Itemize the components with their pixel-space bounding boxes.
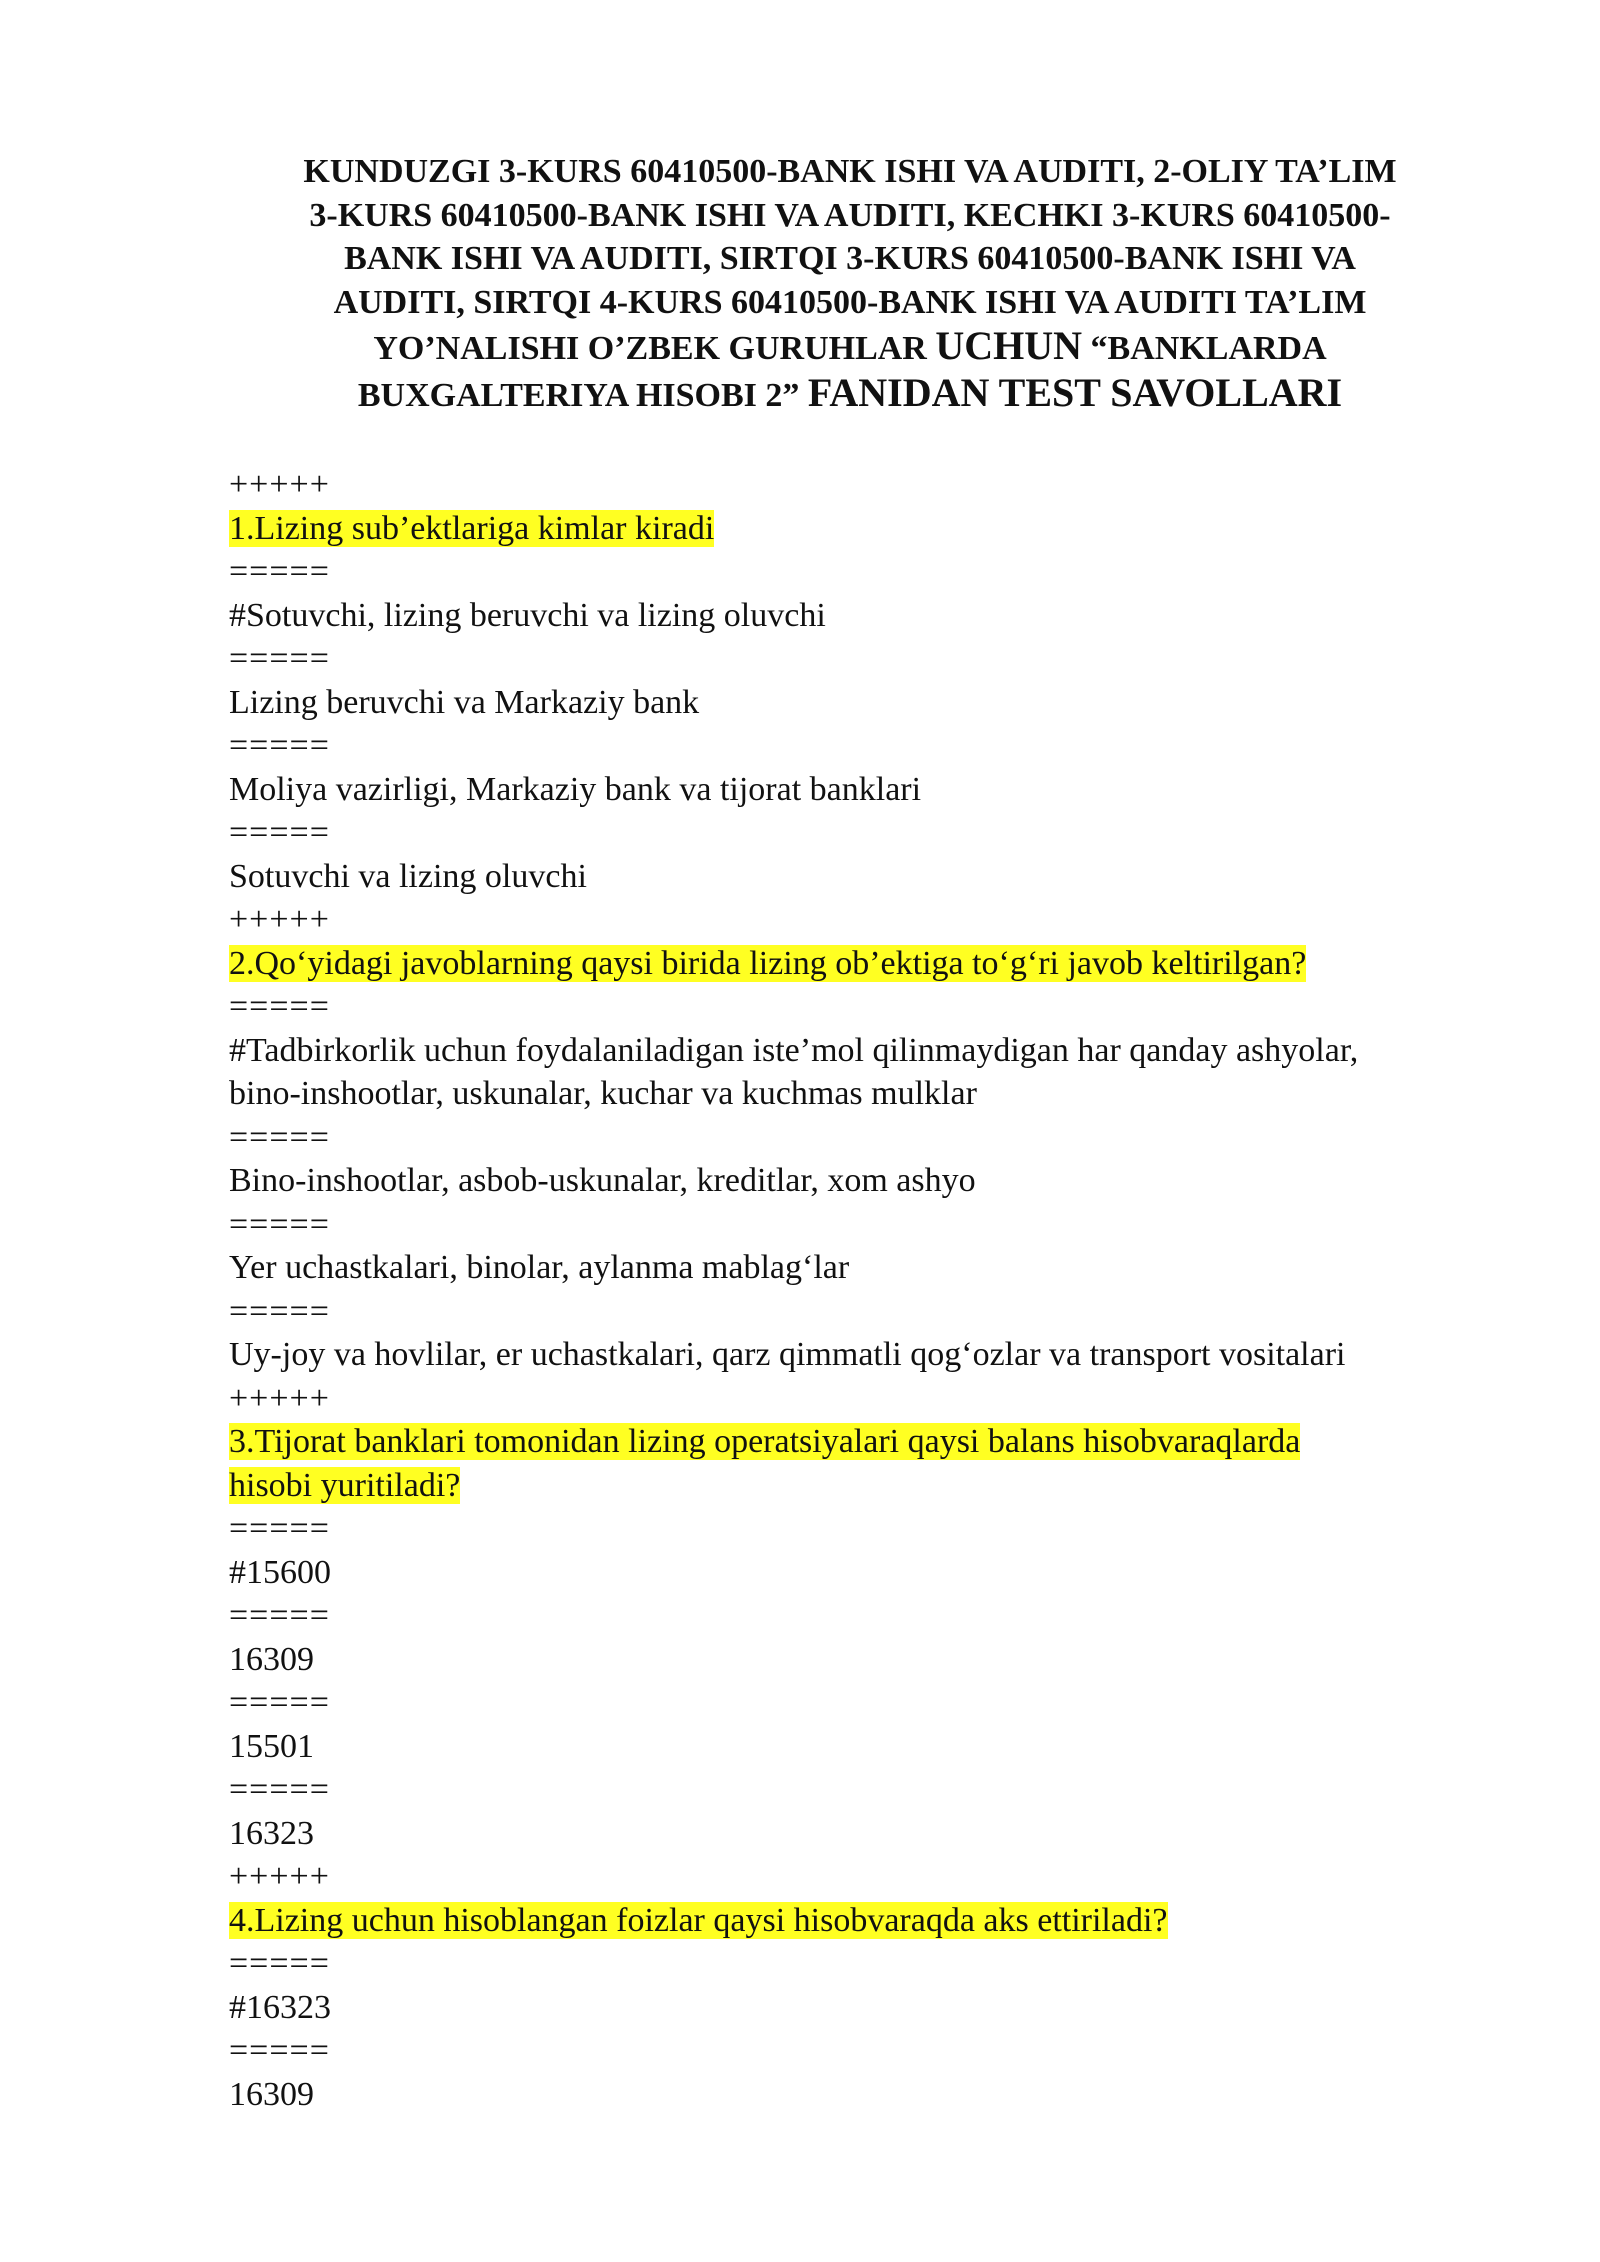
answer-separator: ===== [229, 988, 330, 1025]
answer-option: 16309 [229, 1640, 314, 1678]
answer-separator: ===== [229, 1684, 330, 1721]
answer-option: Moliya vazirligi, Markaziy bank va tijorat banklari [229, 770, 922, 808]
answer-separator: ===== [229, 553, 330, 590]
answer-option: Uy-joy va hovlilar, er uchastkalari, qarz qimmatli qog‘ozlar va transport vositalari [229, 1336, 1346, 1373]
document-title [220, 150, 1480, 417]
question-separator: +++++ [229, 466, 330, 503]
title-line: KUNDUZGI 3-KURS 60410500-BANK ISHI VA AUDITI, 2-OLIY TA’LIM [303, 153, 1397, 190]
answer-option: 16323 [229, 1814, 314, 1852]
question-text [229, 1899, 1509, 1943]
answer-option: Yer uchastkalari, binolar, aylanma mablag‘lar [229, 1249, 850, 1286]
question-highlight: 3.Tijorat banklari tomonidan lizing operatsiyalari qaysi balans hisobvaraqlarda [229, 1423, 1301, 1460]
question-highlight: 1.Lizing sub’ektlariga kimlar kiradi [229, 509, 715, 547]
title-line: AUDITI, SIRTQI 4-KURS 60410500-BANK ISHI VA AUDITI TA’LIM [333, 283, 1367, 321]
question-text [229, 1420, 1509, 1464]
answer-separator: ===== [229, 814, 330, 851]
title-text: BUXGALTERIYA HISOBI 2” [357, 376, 808, 414]
question-separator: +++++ [229, 901, 330, 938]
answer-separator: ===== [229, 1945, 330, 1982]
answer-option-correct: #16323 [229, 1988, 331, 2026]
answer-option: Lizing beruvchi va Markaziy bank [229, 683, 700, 721]
question-text-continued [229, 1464, 1509, 1508]
answer-separator: ===== [229, 727, 330, 764]
question-text [229, 507, 1509, 551]
answer-option-correct-continued: bino-inshootlar, uskunalar, kuchar va kuchmas mulklar [229, 1075, 977, 1112]
title-text-large: FANIDAN TEST SAVOLLARI [807, 369, 1343, 415]
answer-option: 16309 [229, 2075, 314, 2113]
question-highlight: 4.Lizing uchun hisoblangan foizlar qaysi hisobvaraqda aks ettiriladi? [229, 1901, 1168, 1939]
title-line [220, 371, 1480, 418]
title-text-large: UCHUN [935, 323, 1083, 368]
question-highlight: 2.Qo‘yidagi javoblarning qaysi birida lizing ob’ektiga to‘g‘ri javob keltirilgan? [229, 944, 1307, 982]
answer-option: Bino-inshootlar, asbob-uskunalar, kreditlar, xom ashyo [229, 1162, 976, 1199]
answer-option-correct: #15600 [229, 1553, 331, 1591]
title-line: 3-KURS 60410500-BANK ISHI VA AUDITI, KECHKI 3-KURS 60410500- [309, 196, 1391, 234]
question-text [229, 942, 1509, 986]
question-separator: +++++ [229, 1858, 330, 1895]
answer-separator: ===== [229, 1292, 330, 1330]
answer-option: Sotuvchi va lizing oluvchi [229, 857, 587, 895]
title-line: BANK ISHI VA AUDITI, SIRTQI 3-KURS 60410500-BANK ISHI VA [344, 240, 1356, 277]
answer-separator: ===== [229, 1205, 330, 1243]
title-text: YO’NALISHI O’ZBEK GURUHLAR [373, 330, 936, 367]
answer-separator: ===== [229, 1771, 330, 1808]
answer-separator: ===== [229, 2032, 330, 2069]
answer-separator: ===== [229, 1118, 330, 1156]
answer-separator: ===== [229, 1510, 330, 1547]
question-separator: +++++ [229, 1379, 330, 1417]
question-highlight: hisobi yuritiladi? [229, 1466, 461, 1504]
title-text: “BANKLARDA [1082, 330, 1327, 367]
answer-separator: ===== [229, 640, 330, 677]
answer-separator: ===== [229, 1597, 330, 1634]
answer-option: 15501 [229, 1727, 314, 1765]
title-line [220, 324, 1480, 371]
test-questions [229, 463, 1509, 2116]
answer-option-correct: #Sotuvchi, lizing beruvchi va lizing oluvchi [229, 596, 826, 634]
answer-option-correct: #Tadbirkorlik uchun foydalaniladigan iste’mol qilinmaydigan har qanday ashyolar, [229, 1031, 1359, 1069]
